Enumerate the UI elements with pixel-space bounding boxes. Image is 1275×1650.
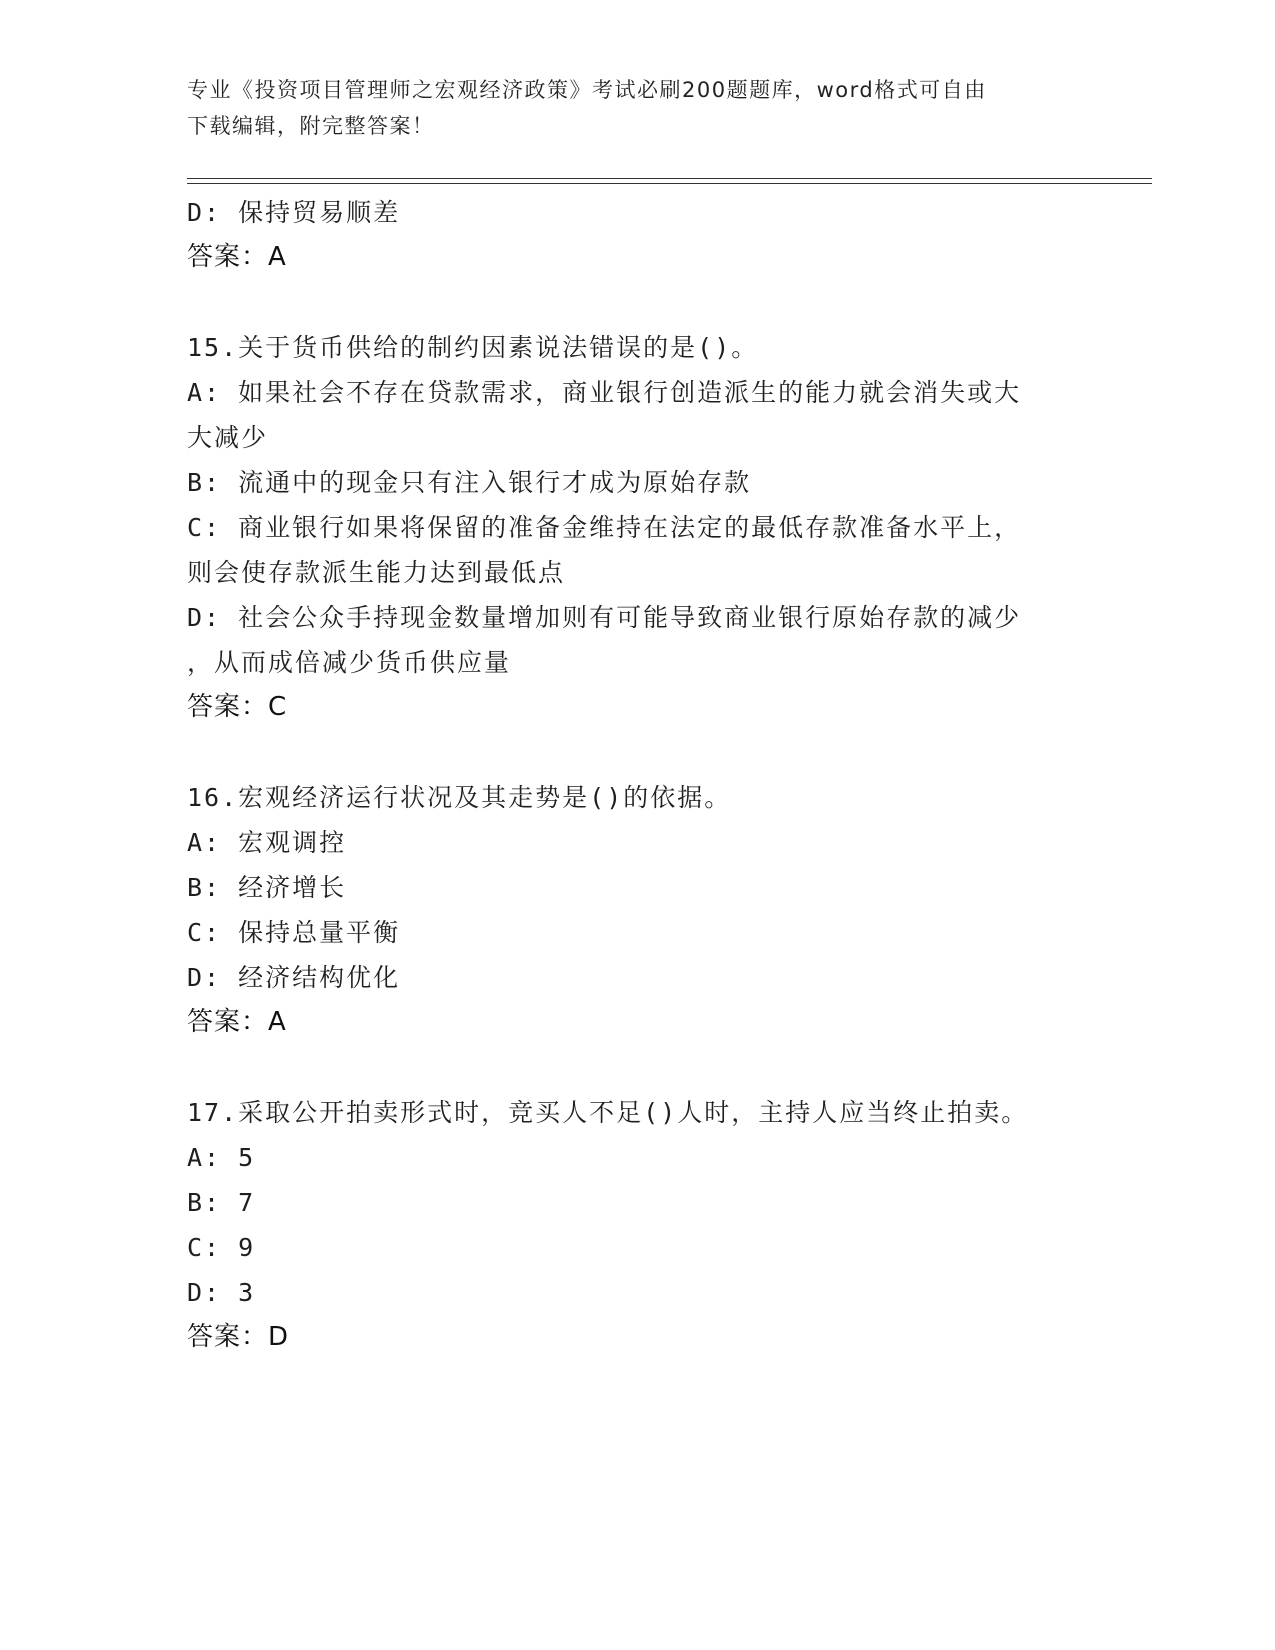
question-block-17: [187, 1090, 1087, 1360]
option-d: D: 经济结构优化: [187, 963, 401, 992]
header-divider-bottom: [187, 183, 1152, 184]
answer-line: 答案：A: [187, 242, 287, 272]
question-stem: 17.采取公开拍卖形式时，竞买人不足()人时，主持人应当终止拍卖。: [187, 1098, 1029, 1127]
option-c: C: 商业银行如果将保留的准备金维持在法定的最低存款准备水平上，: [187, 513, 1022, 542]
option-d: D: 保持贸易顺差: [187, 198, 401, 227]
spacer: [187, 1045, 1087, 1090]
header-line-2: 下载编辑，附完整答案！: [187, 114, 435, 138]
question-block-16: [187, 775, 1087, 1045]
header-line-1: 专业《投资项目管理师之宏观经济政策》考试必刷200题题库，word格式可自由: [187, 78, 987, 102]
answer-line: 答案：D: [187, 1322, 290, 1352]
option-b: B: 7: [187, 1188, 256, 1217]
document-header: [187, 72, 1067, 144]
question-stem: 15.关于货币供给的制约因素说法错误的是()。: [187, 333, 759, 362]
option-a: A: 如果社会不存在贷款需求，商业银行创造派生的能力就会消失或大: [187, 378, 1022, 407]
option-a-continued: 大减少: [187, 423, 269, 452]
spacer: [187, 730, 1087, 775]
option-d-continued: ，从而成倍减少货币供应量: [187, 648, 512, 677]
header-divider-top: [187, 178, 1152, 179]
option-c-continued: 则会使存款派生能力达到最低点: [187, 558, 566, 587]
option-a: A: 宏观调控: [187, 828, 347, 857]
option-b: B: 经济增长: [187, 873, 347, 902]
spacer: [187, 280, 1087, 325]
question-list: [187, 190, 1087, 1360]
question-stem: 16.宏观经济运行状况及其走势是()的依据。: [187, 783, 732, 812]
option-c: C: 保持总量平衡: [187, 918, 401, 947]
option-b: B: 流通中的现金只有注入银行才成为原始存款: [187, 468, 752, 497]
question-block-previous: [187, 190, 1087, 280]
option-a: A: 5: [187, 1143, 256, 1172]
question-block-15: [187, 325, 1087, 730]
option-c: C: 9: [187, 1233, 256, 1262]
answer-line: 答案：C: [187, 692, 288, 722]
answer-line: 答案：A: [187, 1007, 287, 1037]
option-d: D: 3: [187, 1278, 256, 1307]
option-d: D: 社会公众手持现金数量增加则有可能导致商业银行原始存款的减少: [187, 603, 1022, 632]
